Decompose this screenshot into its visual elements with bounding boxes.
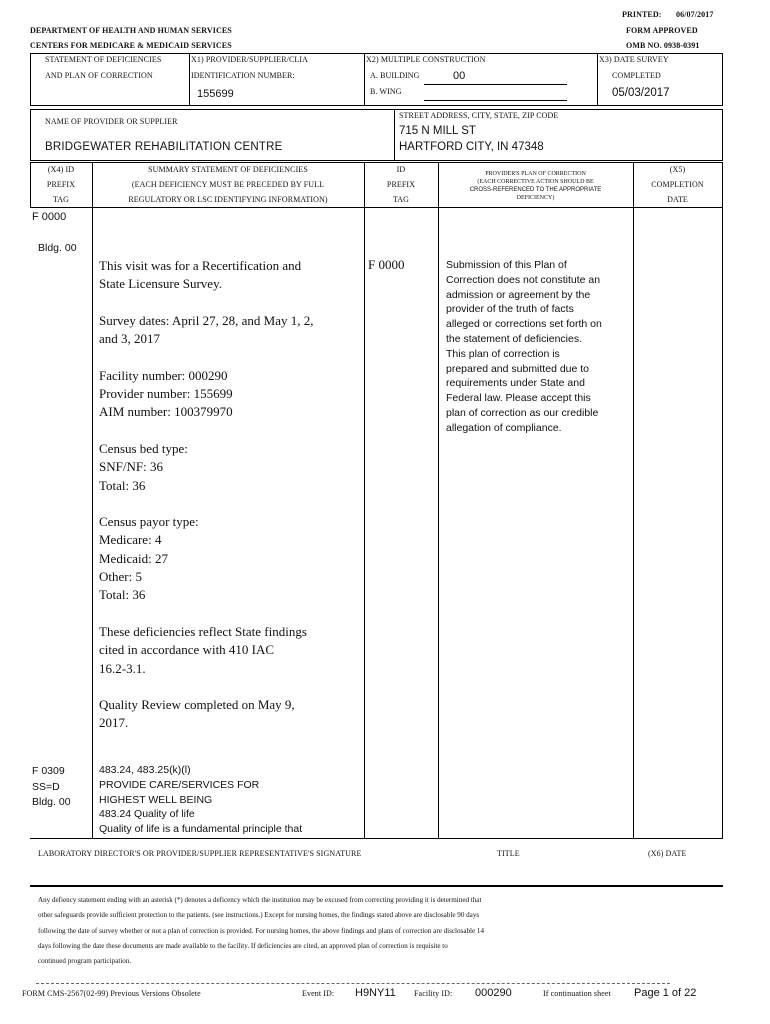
x4-prefix-label: PREFIX [46,180,76,189]
event-id-label: Event ID: [302,989,335,998]
cms-title: CENTERS FOR MEDICARE & MEDICAID SERVICES [30,41,232,50]
address-line1: 715 N MILL ST [399,125,476,137]
statement-label-line1: STATEMENT OF DEFICIENCIES [45,55,162,64]
tag-f0309: F 0309 SS=D Bldg. 00 [32,765,71,808]
building-value: 00 [453,70,466,82]
summary-heading-line3: REGULATORY OR LSC IDENTIFYING INFORMATION) [128,195,328,204]
provider-id-label-line1: X1) PROVIDER/SUPPLIER/CLIA [191,55,309,64]
event-id-value: H9NY11 [355,987,396,999]
plan-of-correction-text: Submission of this Plan of Correction does not constitute an admission or agreement by the provider of the truth of facts alleged or corrections set forth on the statement of deficiencies. This plan of correction is prepared and submitted due to requirements under State and Federal law. Please accept this plan of correction as our credible allegation of compliance. [446,259,602,434]
building-label: A. BUILDING [370,71,420,80]
printed-label: PRINTED: [622,10,662,19]
summary-heading-line2: (EACH DEFICIENCY MUST BE PRECEDED BY FULL [131,180,325,189]
multiple-construction-label: X2) MULTIPLE CONSTRUCTION [366,55,486,64]
plan-heading-line1: PROVIDER'S PLAN OF CORRECTION [485,171,586,177]
date-survey-label-line2: COMPLETED [612,71,661,80]
disclaimer-footnote: Any defiency statement ending with an asterisk (*) denotes a deficency which the institution may be excused from correcting providing it is determined that other safeguards provide sufficient protection to the patients. (see instructions.) Except for nursing homes, the findings stated above are disclosable 90 days following the date of survey whether or not a plan of correction is provided. For nursing homes, the above findings and plans of correction are disclosable 14 days following the date these documents are made available to the facility. If deficiencies are cited, an approved plan of correction is requisite to continued program participation. [38,896,484,966]
provider-number: 155699 [197,88,234,100]
plan-tag-f0000: F 0000 [368,257,405,272]
x6-date-label: (X6) DATE [648,849,687,858]
plan-heading-line4: DEFICIENCY) [516,195,555,201]
summary-statement-text: This visit was for a Recertification and State Licensure Survey. Survey dates: April 27, 28, and May 1, 2, and 3, 2017 Facility number: 000290 Provider number: 155699 AIM number: 100379970 Census bed type: SNF/NF: 36 Total: 36 Census payor type: Medicare: 4 Medicaid: 27 Other: 5 Total: 36 These deficiencies reflect State findings cited in accordance with 410 IAC 16.2-3.1. Quality Review completed on May 9, 2017. [99,258,314,731]
title-label: TITLE [497,849,520,858]
building-underline [424,84,567,85]
form-number: FORM CMS-2567(02-99) Previous Versions Obsolete [22,989,201,998]
facility-id-value: 000290 [475,987,512,999]
provider-id-label-line2: IDENTIFICATION NUMBER: [191,71,295,80]
x4-tag-label: TAG [52,195,70,204]
id-label: ID [396,165,406,174]
address-label: STREET ADDRESS, CITY, STATE, ZIP CODE [399,111,559,120]
plan-heading-line2: (EACH CORRECTIVE ACTION SHOULD BE [477,179,594,185]
continuation-label: If continuation sheet [543,989,611,998]
form-approved: FORM APPROVED [626,26,698,35]
plan-heading-line3: CROSS-REFERENCED TO THE APPROPRIATE [469,187,602,193]
x5-date-label: DATE [667,195,688,204]
date-survey-label-line1: X3) DATE SURVEY [599,55,669,64]
printed-date: 06/07/2017 [676,10,714,19]
summary-heading-line1: SUMMARY STATEMENT OF DEFICIENCIES [148,165,308,174]
department-title: DEPARTMENT OF HEALTH AND HUMAN SERVICES [30,26,232,35]
address-line2: HARTFORD CITY, IN 47348 [399,141,544,153]
id-tag-label: TAG [392,195,410,204]
wing-label: B. WING [370,87,402,96]
facility-id-label: Facility ID: [414,989,453,998]
provider-name-label: NAME OF PROVIDER OR SUPPLIER [45,117,178,126]
page-number: Page 1 of 22 [634,987,697,999]
signature-rule [30,885,723,887]
tag-f0000: F 0000 [32,211,67,223]
id-prefix-label: PREFIX [386,180,416,189]
footnote-rule [36,983,670,984]
x4-id-label: (X4) ID [47,165,75,174]
provider-name-value: BRIDGEWATER REHABILITATION CENTRE [45,141,283,153]
signature-label: LABORATORY DIRECTOR'S OR PROVIDER/SUPPLIER REPRESENTATIVE'S SIGNATURE [38,849,362,858]
wing-underline [424,100,567,101]
omb-number: OMB NO. 0938-0391 [626,41,700,50]
x5-completion-label: COMPLETION [651,180,704,189]
date-survey-value: 05/03/2017 [612,87,670,99]
bldg-label: Bldg. 00 [38,242,77,254]
statement-label-line2: AND PLAN OF CORRECTION [45,71,153,80]
summary-f0309-text: 483.24, 483.25(k)(l) PROVIDE CARE/SERVICES FOR HIGHEST WELL BEING 483.24 Quality of life Quality of life is a fundamental principle that [99,764,303,836]
x5-label: (X5) [669,165,686,174]
